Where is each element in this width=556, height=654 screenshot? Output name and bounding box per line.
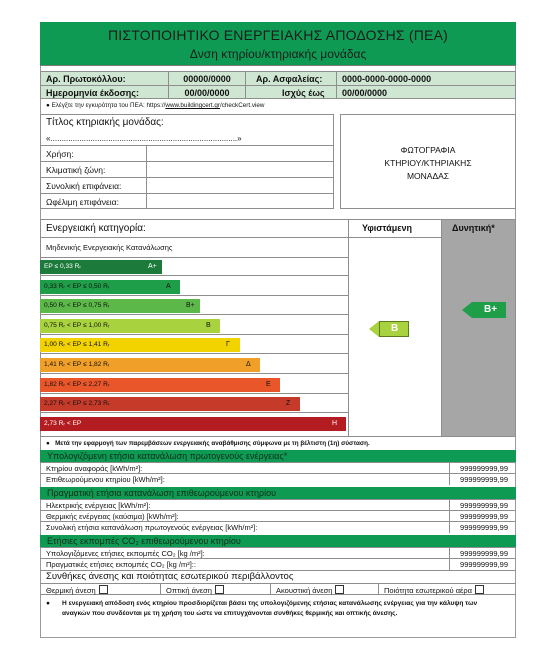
co2-actual-value: 999999999,99	[460, 560, 508, 569]
thermal-comfort-checkbox[interactable]	[99, 585, 108, 594]
existing-rating-letter: B	[391, 323, 399, 334]
verify-link[interactable]: www.buildingcert.gr	[165, 102, 220, 109]
primary-row-inspected	[40, 473, 516, 484]
actual-total-label: Συνολική ετήσια κατανάλωση πρωτογενούς ενέργειας [kWh/m²]:	[46, 523, 258, 532]
primary-inspected-value: 999999999,99	[460, 475, 508, 484]
comfort-checkbox-row	[40, 583, 516, 595]
issue-date-value: 00/00/0000	[184, 88, 230, 98]
primary-reference-label: Κτηρίου αναφοράς [kWh/m²]:	[46, 464, 143, 473]
energy-class-bar	[40, 319, 220, 333]
energy-class-range: 0,33 Rᵣ < EP ≤ 0,50 Rᵣ	[44, 282, 110, 290]
energy-class-range: 0,50 Rᵣ < EP ≤ 0,75 Rᵣ	[44, 302, 110, 310]
useful-area-label: Ωφέλιμη επιφάνεια:	[46, 197, 119, 207]
energy-class-row	[40, 357, 516, 373]
energy-row-divider	[40, 373, 348, 374]
co2-calculated-label: Υπολογιζόμενες ετήσιες εκπομπές CO₂ [kg /m²]:	[46, 549, 205, 558]
energy-class-row	[40, 298, 516, 314]
energy-class-row	[40, 416, 516, 432]
energy-class-bar	[40, 378, 280, 392]
actual-total-value: 999999999,99	[460, 523, 508, 532]
air-quality	[384, 585, 484, 595]
energy-row-divider	[40, 314, 348, 315]
actual-row-electric	[40, 499, 516, 510]
verify-prefix: Ελέγξτε την εγκυρότητα του ΠΕΑ: https://	[51, 102, 166, 109]
energy-class-letter: Η	[332, 419, 338, 427]
verify-suffix: /checkCert.view	[220, 102, 265, 109]
thermal-comfort	[46, 585, 108, 595]
co2-actual-label: Πραγματικές ετήσιες εκπομπές CO₂ [kg /m²]::	[46, 560, 196, 569]
energy-row-divider	[40, 295, 348, 296]
unit-title-label: Τίτλος κτηριακής μονάδας:	[46, 117, 164, 128]
energy-row-divider	[40, 412, 348, 413]
primary-reference-value: 999999999,99	[460, 464, 508, 473]
optical-comfort-checkbox[interactable]	[215, 585, 224, 594]
optical-comfort-label: Οπτική άνεση	[166, 586, 212, 595]
comfort-heading: Συνθήκες άνεσης και ποιότητας εσωτερικού περιβάλλοντος	[46, 571, 294, 582]
energy-class-letter: Δ	[246, 361, 251, 368]
actual-electric-value: 999999999,99	[460, 501, 508, 510]
zero-energy-label: Μηδενικής Ενεργειακής Κατανάλωσης	[46, 243, 173, 252]
energy-category-label: Ενεργειακή κατηγορία:	[46, 223, 146, 234]
energy-class-bar	[40, 260, 162, 274]
existing-rating-marker	[369, 321, 409, 337]
comfort-note-text: Η ενεργειακή απόδοση ενός κτηρίου προσδιορίζεται βάσει της υπολογιζόμενης ετήσιας κατανάλωσης ενέργειας για την κάλυψη των αναγκών που συνδέονται με τη χρήση του ώστε να επιτυγχάνονται συνθήκες θερμικής και οπτικής άνεσης.	[62, 600, 478, 617]
energy-class-row	[40, 318, 516, 334]
energy-class-bar	[40, 417, 346, 431]
co2-calculated-value: 999999999,99	[460, 549, 508, 558]
energy-class-range: 2,27 Rᵣ < EP ≤ 2,73 Rᵣ	[44, 400, 110, 408]
actual-row-thermal	[40, 510, 516, 521]
energy-class-row	[40, 279, 516, 295]
certificate-title: ΠΙΣΤΟΠΟΙΗΤΙΚΟ ΕΝΕΡΓΕΙΑΚΗΣ ΑΠΟΔΟΣΗΣ (ΠΕΑ)	[107, 27, 448, 43]
acoustic-comfort	[276, 585, 344, 595]
certificate-header	[40, 22, 516, 66]
energy-class-range: 1,00 Rᵣ < EP ≤ 1,41 Rᵣ	[44, 341, 110, 349]
energy-class-letter: A+	[148, 263, 157, 270]
primary-inspected-label: Επιθεωρούμενου κτηρίου [kWh/m²]:	[46, 475, 165, 484]
scale-footnote-text: Μετά την εφαρμογή των παρεμβάσεων ενεργειακής αναβάθμισης σύμφωνα με τη βέλτιστη (1η) σύσταση.	[55, 440, 370, 447]
energy-row-divider	[40, 275, 348, 276]
energy-row-divider	[40, 353, 348, 354]
co2-heading: Ετήσιες εκπομπές CO₂ επιθεωρούμενου κτηρίου	[40, 535, 516, 547]
energy-class-letter: Γ	[226, 341, 230, 349]
photo-placeholder-text: ΦΩΤΟΓΡΑΦΙΑ ΚΤΗΡΙΟΥ/ΚΤΗΡΙΑΚΗΣ ΜΟΝΑΔΑΣ	[384, 145, 472, 181]
optical-comfort	[166, 585, 224, 595]
protocol-label: Αρ. Πρωτοκόλλου:	[46, 74, 126, 84]
air-quality-checkbox[interactable]	[475, 585, 484, 594]
energy-class-row	[40, 259, 516, 275]
issue-date-label: Ημερομηνία έκδοσης:	[46, 88, 139, 98]
energy-row-divider	[40, 334, 348, 335]
energy-class-range: 1,41 Rᵣ < EP ≤ 1,82 Rᵣ	[44, 361, 110, 368]
energy-class-bar	[40, 397, 300, 411]
energy-class-bar	[40, 358, 260, 372]
photo-placeholder	[340, 114, 516, 209]
actual-electric-label: Ηλεκτρικής ενέργειας [kWh/m²]:	[46, 501, 151, 510]
energy-class-letter: B	[206, 321, 211, 329]
thermal-comfort-label: Θερμική άνεση	[46, 586, 96, 595]
energy-class-row	[40, 396, 516, 412]
actual-consumption-heading: Πραγματική ετήσια κατανάλωση επιθεωρούμενου κτηρίου	[40, 487, 516, 499]
actual-thermal-value: 999999999,99	[460, 512, 508, 521]
acoustic-comfort-label: Ακουστική άνεση	[276, 586, 333, 595]
valid-until-label: Ισχύς έως	[282, 88, 325, 98]
existing-column-label: Υφιστάμενη	[362, 223, 413, 233]
protocol-value: 00000/0000	[183, 74, 231, 84]
energy-class-letter: B+	[186, 302, 195, 310]
energy-class-bar	[40, 299, 200, 313]
energy-class-row	[40, 337, 516, 353]
energy-row-divider	[40, 393, 348, 394]
comfort-heading-row	[40, 570, 516, 583]
energy-class-range: 2,73 Rᵣ < EP	[44, 419, 82, 427]
scale-footnote: ● Μετά την εφαρμογή των παρεμβάσεων ενεργειακής αναβάθμισης σύμφωνα με τη βέλτιστη (1η) σύσταση.	[46, 440, 370, 447]
potential-rating-letter: B+	[484, 304, 498, 315]
potential-column-label: Δυνητική*	[452, 223, 495, 233]
co2-row-actual	[40, 558, 516, 569]
primary-row-reference	[40, 462, 516, 473]
energy-class-letter: Ε	[266, 380, 271, 388]
use-label: Χρήση:	[46, 149, 74, 159]
actual-row-total	[40, 521, 516, 532]
energy-class-range: 1,82 Rᵣ < EP ≤ 2,27 Rᵣ	[44, 380, 110, 388]
climate-zone-label: Κλιματική ζώνη:	[46, 165, 106, 175]
insurance-label: Αρ. Ασφαλείας:	[256, 74, 323, 84]
potential-rating-marker	[462, 302, 506, 318]
energy-class-range: 0,75 Rᵣ < EP ≤ 1,00 Rᵣ	[44, 321, 110, 329]
energy-class-letter: A	[166, 282, 171, 290]
energy-class-letter: Ζ	[286, 400, 291, 408]
energy-class-row	[40, 377, 516, 393]
air-quality-label: Ποιότητα εσωτερικού αέρα	[384, 586, 472, 595]
insurance-value: 0000-0000-0000-0000	[342, 74, 432, 84]
unit-title-value: «....................................................................................»	[46, 134, 242, 143]
certificate-subtitle: Δνση κτηρίου/κτηριακής μονάδας	[189, 47, 367, 61]
valid-until-value: 00/00/0000	[342, 88, 388, 98]
verify-note: ● Ελέγξτε την εγκυρότητα του ΠΕΑ: https://www.buildingcert.gr/checkCert.view	[46, 102, 265, 109]
energy-class-range: EP ≤ 0,33 Rᵣ	[44, 263, 81, 270]
energy-class-bar	[40, 280, 180, 294]
total-area-label: Συνολική επιφάνεια:	[46, 181, 122, 191]
acoustic-comfort-checkbox[interactable]	[335, 585, 344, 594]
comfort-note: ● Η ενεργειακή απόδοση ενός κτηρίου προσδιορίζεται βάσει της υπολογιζόμενης ετήσιας κατανάλωσης ενέργειας για την κάλυψη των αναγκών που συνδέονται με τη χρήση του ώστε να επιτυγχάνονται συνθήκες θερμικής και οπτικής άνεσης.	[46, 599, 502, 619]
co2-row-calculated	[40, 547, 516, 558]
primary-energy-heading: Υπολογιζόμενη ετήσια κατανάλωση πρωτογενούς ενέργειας*	[40, 450, 516, 462]
actual-thermal-label: Θερμικής ενέργειας (καύσιμα) [kWh/m²]:	[46, 512, 179, 521]
energy-class-bar	[40, 338, 240, 352]
